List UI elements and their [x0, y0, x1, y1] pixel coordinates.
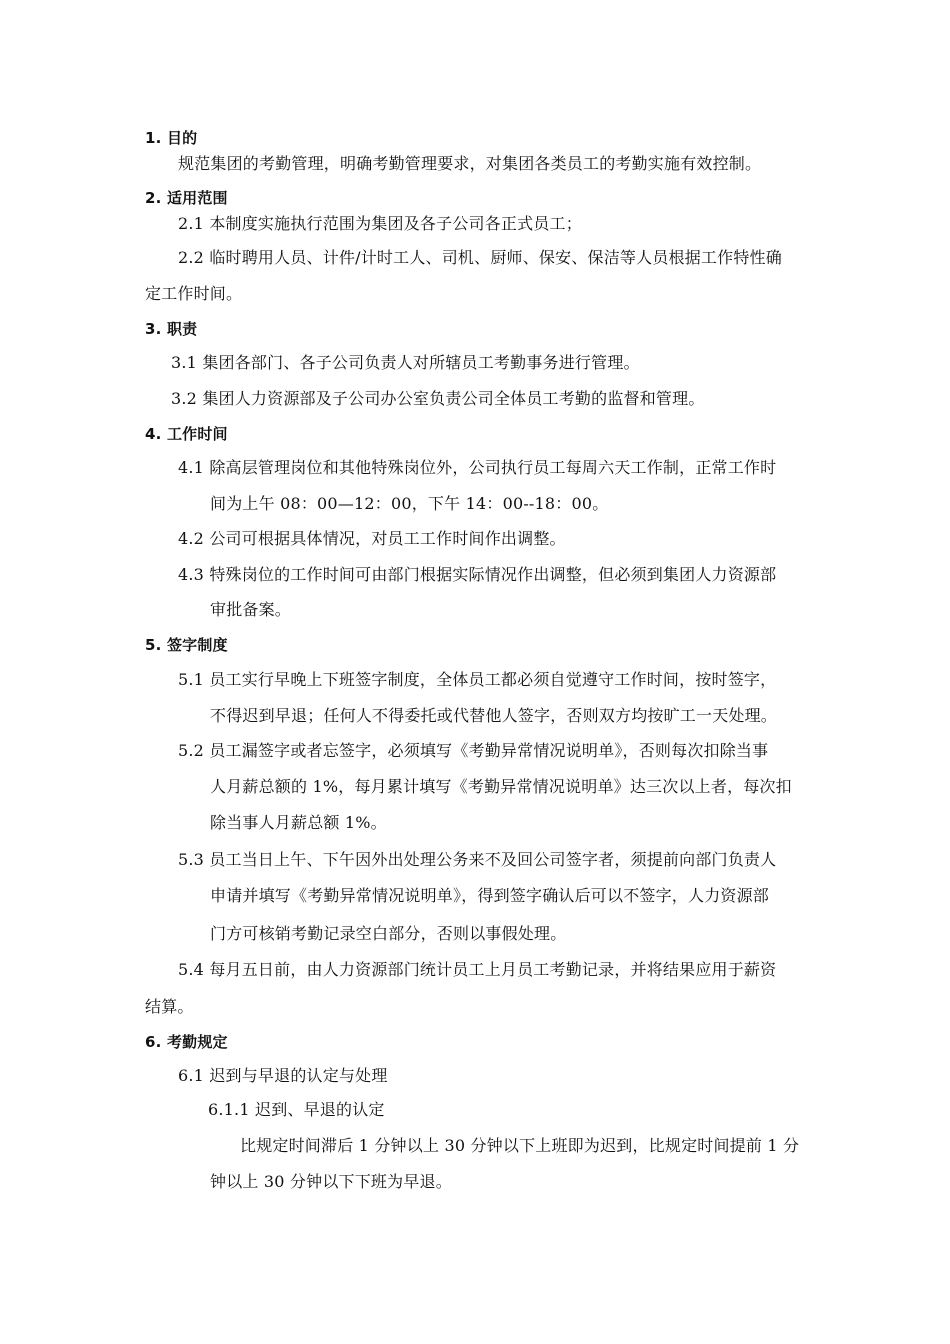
section-5-line-3: 5.2 员工漏签字或者忘签字，必须填写《考勤异常情况说明单》，否则每次扣除当事: [178, 741, 769, 760]
section-6-line-2: 6.1.1 迟到、早退的认定: [208, 1100, 385, 1119]
section-1-line-1: 规范集团的考勤管理，明确考勤管理要求，对集团各类员工的考勤实施有效控制。: [178, 154, 762, 173]
section-4-line-4: 4.3 特殊岗位的工作时间可由部门根据实际情况作出调整，但必须到集团人力资源部: [178, 565, 777, 584]
section-3-line-2: 3.2 集团人力资源部及子公司办公室负责公司全体员工考勤的监督和管理。: [171, 389, 705, 408]
section-5-line-2: 不得迟到早退；任何人不得委托或代替他人签字，否则双方均按旷工一天处理。: [210, 706, 778, 725]
section-1-heading: 1. 目的: [145, 129, 198, 147]
section-3-heading: 3. 职责: [145, 320, 198, 338]
section-4-line-2: 间为上午 08：00—12：00，下午 14：00--18：00。: [210, 494, 609, 513]
section-5-line-6: 5.3 员工当日上午、下午因外出处理公务来不及回公司签字者，须提前向部门负责人: [178, 850, 777, 869]
section-5-line-7: 申请并填写《考勤异常情况说明单》，得到签字确认后可以不签字，人力资源部: [210, 886, 770, 905]
section-3-line-1: 3.1 集团各部门、各子公司负责人对所辖员工考勤事务进行管理。: [171, 353, 640, 372]
section-5-line-8: 门方可核销考勤记录空白部分，否则以事假处理。: [210, 924, 567, 943]
section-4-line-3: 4.2 公司可根据具体情况，对员工工作时间作出调整。: [178, 529, 566, 548]
section-5-line-5: 除当事人月薪总额 1%。: [210, 813, 387, 832]
section-4-heading: 4. 工作时间: [145, 425, 228, 443]
section-2-heading: 2. 适用范围: [145, 189, 228, 207]
section-6-line-3: 比规定时间滞后 1 分钟以上 30 分钟以下上班即为迟到，比规定时间提前 1 分: [240, 1136, 800, 1155]
section-6-heading: 6. 考勤规定: [145, 1033, 228, 1051]
section-6-line-1: 6.1 迟到与早退的认定与处理: [178, 1066, 388, 1085]
section-2-line-3: 定工作时间。: [145, 284, 243, 303]
section-5-line-9: 5.4 每月五日前，由人力资源部门统计员工上月员工考勤记录，并将结果应用于薪资: [178, 960, 777, 979]
section-2-line-1: 2.1 本制度实施执行范围为集团及各子公司各正式员工；: [178, 214, 582, 233]
section-4-line-1: 4.1 除高层管理岗位和其他特殊岗位外，公司执行员工每周六天工作制，正常工作时: [178, 458, 777, 477]
section-5-heading: 5. 签字制度: [145, 636, 228, 654]
section-2-line-2: 2.2 临时聘用人员、计件/计时工人、司机、厨师、保安、保洁等人员根据工作特性确: [178, 248, 782, 267]
section-5-line-10: 结算。: [145, 997, 194, 1016]
section-5-line-4: 人月薪总额的 1%，每月累计填写《考勤异常情况说明单》达三次以上者，每次扣: [210, 777, 792, 796]
section-6-line-4: 钟以上 30 分钟以下下班为早退。: [210, 1172, 452, 1191]
section-5-line-1: 5.1 员工实行早晚上下班签字制度，全体员工都必须自觉遵守工作时间，按时签字，: [178, 670, 777, 689]
section-4-line-5: 审批备案。: [210, 600, 292, 619]
